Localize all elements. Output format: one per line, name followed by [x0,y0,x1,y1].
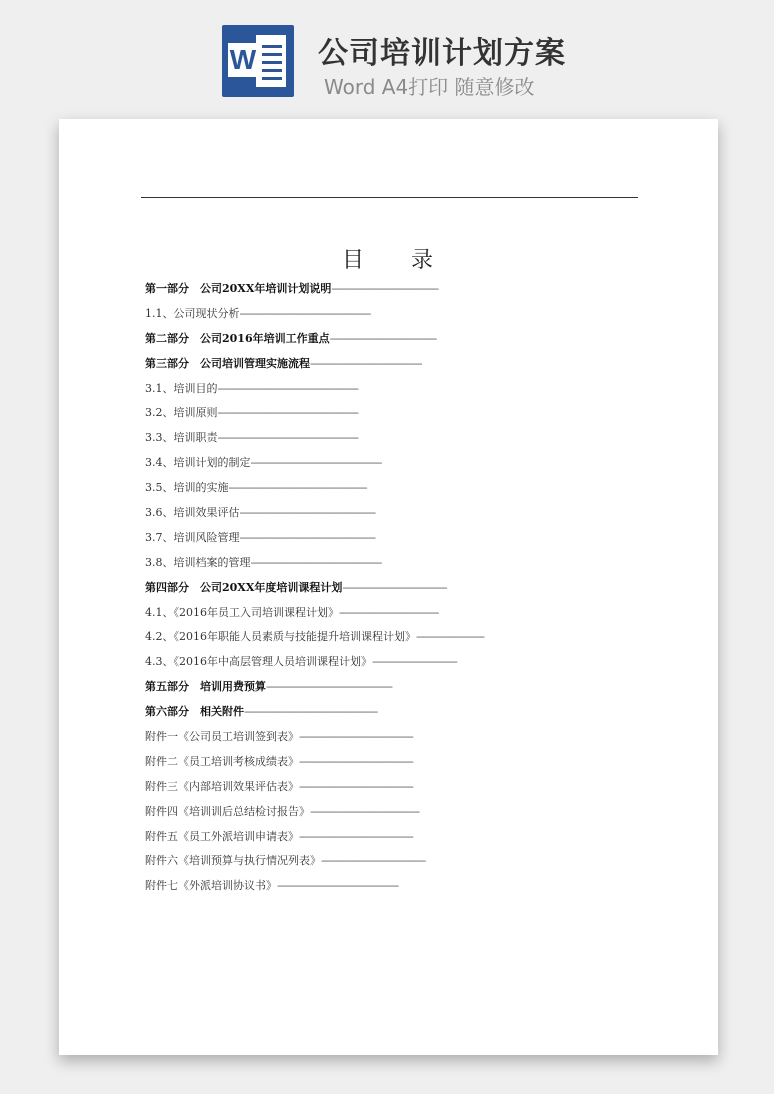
toc-entry-label: 3.8、培训档案的管理 [145,555,251,569]
toc-entry-label: 第一部分 公司20XX年培训计划说明 [145,282,332,295]
toc-entry-label: 第四部分 公司20XX年度培训课程计划 [145,580,343,594]
toc-entry-label: 1.1、公司现状分析 [145,306,240,320]
toc-entry[interactable] [145,404,615,429]
toc-leader-dots: ----------------------------------------------- [299,779,413,793]
toc-entry-label: 第三部分 公司培训管理实施流程 [145,356,310,370]
toc-leader-dots: --------------------------------------------- [310,804,419,818]
toc-entry[interactable] [145,355,615,380]
toc-entry[interactable] [145,454,615,479]
toc-entry-label: 附件二《员工培训考核成绩表》 [145,754,299,768]
table-of-contents [145,280,615,902]
toc-entry[interactable] [145,678,615,703]
toc-leader-dots: ------------------------------------------------------ [250,555,382,569]
toc-entry[interactable] [145,305,615,330]
toc-entry-label: 3.2、培训原则 [145,406,218,420]
toc-entry-label: 第六部分 相关附件 [145,705,244,719]
toc-entry[interactable] [145,280,615,305]
page-title: 公司培训计划方案 [318,36,566,71]
page-subtitle: Word A4打印 随意修改 [324,75,535,99]
toc-entry[interactable] [145,778,615,803]
toc-leader-dots: ----------------------------------------- [339,605,439,619]
toc-entry-label: 4.1、《2016年员工入司培训课程计划》 [145,605,339,619]
toc-entry[interactable] [145,628,615,653]
toc-entry[interactable] [145,877,615,902]
toc-entry[interactable] [145,604,615,629]
toc-leader-dots: -------------------------------------------------- [277,879,398,893]
toc-entry[interactable] [145,753,615,778]
toc-entry-label: 附件六《培训预算与执行情况列表》 [145,854,321,868]
toc-entry[interactable] [145,504,615,529]
toc-entry[interactable] [145,852,615,877]
toc-entry[interactable] [145,803,615,828]
toc-entry-label: 3.7、培训风险管理 [145,530,240,544]
toc-leader-dots: ------------------------------------------------------ [239,306,371,320]
page-header [0,0,774,110]
toc-entry-label: 3.5、培训的实施 [145,481,229,495]
toc-entry[interactable] [145,479,615,504]
toc-entry-label: 3.4、培训计划的制定 [145,456,251,470]
toc-leader-dots: -------------------------------------------------------- [239,530,375,544]
toc-entry[interactable] [145,828,615,853]
word-document-icon [222,25,294,97]
toc-leader-dots: ---------------------------- [416,630,484,644]
toc-leader-dots: -------------------------------------------------------- [239,506,375,520]
toc-leader-dots: ---------------------------------------------------- [266,680,392,694]
toc-entry-label: 3.3、培训职责 [145,431,218,445]
toc-leader-dots: ---------------------------------------------------------- [217,431,358,445]
word-logo-letter: W [229,44,257,75]
toc-entry[interactable] [145,554,615,579]
toc-leader-dots: ------------------------------------------------------ [250,456,382,470]
toc-entry-label: 附件五《员工外派培训申请表》 [145,829,299,843]
toc-leader-dots: ----------------------------------------------- [299,730,413,744]
toc-entry[interactable] [145,380,615,405]
toc-leader-dots: ----------------------------------------------- [299,754,413,768]
toc-entry-label: 附件一《公司员工培训签到表》 [145,730,299,744]
toc-leader-dots: ------------------------------------------- [342,580,447,594]
toc-leader-dots: ---------------------------------------------------------- [217,406,358,420]
toc-leader-dots: --------------------------------------------------------- [228,481,367,495]
toc-entry[interactable] [145,529,615,554]
toc-entry-label: 附件三《内部培训效果评估表》 [145,779,299,793]
toc-leader-dots: ----------------------------------- [372,655,457,669]
toc-entry-label: 附件七《外派培训协议书》 [145,879,277,893]
toc-leader-dots: ---------------------------------------------------------- [217,381,358,395]
toc-entry[interactable] [145,579,615,604]
toc-leader-dots: ---------------------------------------------- [310,356,422,370]
toc-leader-dots: ----------------------------------------------- [299,829,413,843]
document-page-icon [256,35,286,87]
toc-leader-dots: -------------------------------------------- [331,282,438,295]
document-page [59,119,718,1055]
toc-entry-label: 附件四《培训训后总结检讨报告》 [145,804,310,818]
toc-entry-label: 第五部分 培训用费预算 [145,680,266,694]
toc-entry[interactable] [145,429,615,454]
toc-entry-label: 3.1、培训目的 [145,381,218,395]
toc-leader-dots: ------------------------------------------------------- [244,705,377,719]
toc-entry-label: 3.6、培训效果评估 [145,506,240,520]
toc-leader-dots: ------------------------------------------- [321,854,425,868]
toc-entry-label: 4.3、《2016年中高层管理人员培训课程计划》 [145,655,372,669]
toc-entry[interactable] [145,703,615,728]
toc-entry[interactable] [145,330,615,355]
toc-entry-label: 第二部分 公司2016年培训工作重点 [145,331,330,345]
toc-entry[interactable] [145,653,615,678]
toc-entry-label: 4.2、《2016年职能人员素质与技能提升培训课程计划》 [145,630,416,644]
toc-entry[interactable] [145,728,615,753]
header-rule [141,197,638,198]
toc-leader-dots: -------------------------------------------- [329,331,436,345]
toc-title: 目 录 [342,248,435,273]
